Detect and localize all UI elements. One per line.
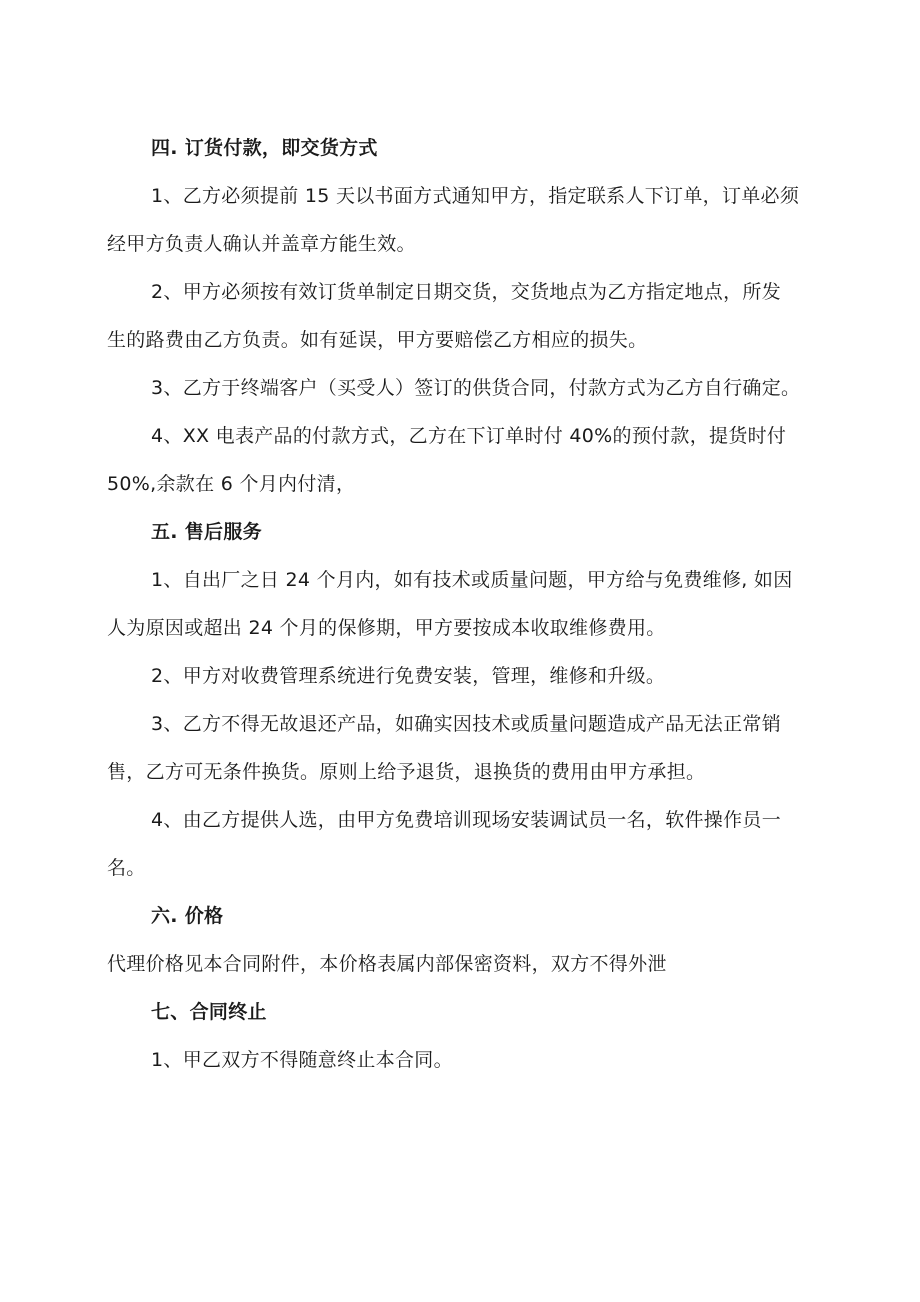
document-body xyxy=(107,124,827,1084)
section-heading-4: 四. 订货付款，即交货方式 xyxy=(151,137,378,159)
paragraph-line: 2、甲方必须按有效订货单制定日期交货，交货地点为乙方指定地点，所发 xyxy=(151,281,781,303)
section-heading-6: 六. 价格 xyxy=(151,905,224,927)
paragraph-line: 生的路费由乙方负责。如有延误，甲方要赔偿乙方相应的损失。 xyxy=(107,329,648,351)
paragraph-line: 50%,余款在 6 个月内付清， xyxy=(107,473,356,495)
paragraph-line: 4、XX 电表产品的付款方式，乙方在下订单时付 40%的预付款，提货时付 xyxy=(151,425,787,447)
paragraph-line: 1、乙方必须提前 15 天以书面方式通知甲方，指定联系人下订单，订单必须 xyxy=(151,185,800,207)
paragraph-line: 经甲方负责人确认并盖章方能生效。 xyxy=(107,233,416,255)
paragraph-line: 3、乙方不得无故退还产品，如确实因技术或质量问题造成产品无法正常销 xyxy=(151,713,781,735)
paragraph-line: 代理价格见本合同附件，本价格表属内部保密资料，双方不得外泄 xyxy=(107,953,667,975)
section-heading-5: 五. 售后服务 xyxy=(151,521,262,543)
paragraph-line: 4、由乙方提供人选，由甲方免费培训现场安装调试员一名，软件操作员一 xyxy=(151,809,781,831)
paragraph-line: 2、甲方对收费管理系统进行免费安装，管理，维修和升级。 xyxy=(151,665,666,687)
section-heading-7: 七、合同终止 xyxy=(151,1001,267,1023)
paragraph-line: 人为原因或超出 24 个月的保修期，甲方要按成本收取维修费用。 xyxy=(107,617,666,639)
paragraph-line: 1、自出厂之日 24 个月内，如有技术或质量问题，甲方给与免费维修, 如因 xyxy=(151,569,793,591)
paragraph-line: 3、乙方于终端客户（买受人）签订的供货合同，付款方式为乙方自行确定。 xyxy=(151,377,801,399)
paragraph-line: 名。 xyxy=(107,857,146,879)
paragraph-line: 售，乙方可无条件换货。原则上给予退货，退换货的费用由甲方承担。 xyxy=(107,761,706,783)
paragraph-line: 1、甲乙双方不得随意终止本合同。 xyxy=(151,1049,453,1071)
